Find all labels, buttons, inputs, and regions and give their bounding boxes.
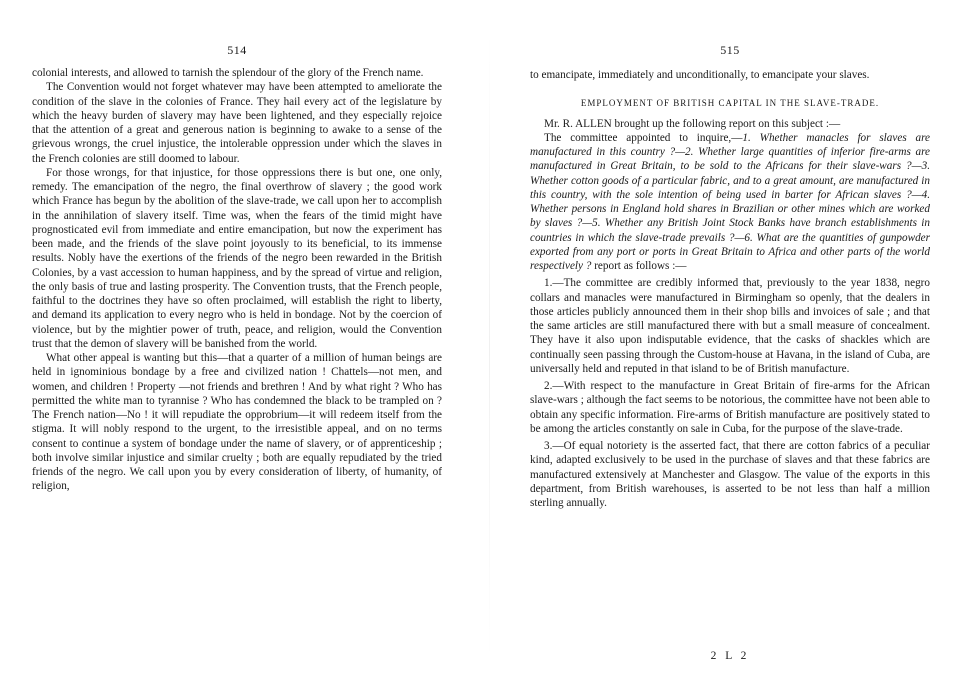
committee-questions [530, 131, 930, 274]
finding-2: 2.—With respect to the manufacture in Great Britain of fire-arms for the African slave-wars ; although the fact seems to be notorious, the committee have not been able to obtain any specific information. Fire-arms of British manufacture are positively stated to be among the articles constantly on sale in Cuba, for the purpose of the slave-trade. [530, 380, 930, 435]
page-number-right: 515 [720, 43, 740, 57]
paragraph-2: The Convention would not forget whatever may have been attempted to ameliorate the condition of the slave in the colonies of France. They hail every act of the legislature by which the heavy burden of slavery may have been lightened, and they especially rejoice that the attention of a great and generous nation is beginning to awake to a sense of the grievous wrongs, the cruel injustice, the intolerable oppression under which the slaves in the French colonies are still doomed to labour. [32, 81, 442, 165]
finding-3: 3.—Of equal notoriety is the asserted fact, that there are cotton fabrics of a peculiar kind, adapted exclusively to be used in the purchase of slaves and that these fabrics are manufactured extensively at Manchester and Glasgow. The value of the exports in this department, from British warehouses, is asserted to be not less than half a million sterling annually. [530, 440, 930, 509]
left-page [32, 0, 442, 692]
paragraph-3: For those wrongs, for that injustice, for those oppressions there is but one, one only, remedy. The emancipation of the negro, the final overthrow of slavery ; the good work which France has begun by the abolition of the slave-trade, we call upon her to accomplish in the annihilation of slavery itself. Time was, when the fears of the timid might have prognosticated evil from immediate and entire emancipation, but now the experiment has been made, and the friends of the slave point joyously to its beneficial, to its immense results. Nobly have the exertions of the friends of the negro been rewarded in the British Colonies, by a vast accession to human happiness, and by the spread of virtue and religion, the only basis of true and lasting prosperity. The Convention trusts, that the French people, faithful to the doctrines they have so often proclaimed, will establish the right to liberty, and demand its application to every negro who is held in bondage. Not by the coercion of violence, but by the mightier power of truth, peace, and religion, would the Convention trust that the demon of slavery will be banished from the world. [32, 166, 442, 350]
report-intro: Mr. R. ALLEN brought up the following report on this subject :— [544, 117, 841, 130]
paragraph-1: colonial interests, and allowed to tarnish the splendour of the glory of the French name. [32, 67, 424, 79]
report-tail: report as follows :— [591, 260, 687, 272]
signature-mark: 2 L 2 [710, 650, 750, 662]
gutter [489, 30, 490, 662]
finding-1: 1.—The committee are credibly informed that, previously to the year 1838, negro collars and manacles were manufactured in Birmingham so openly, that the dealers in those articles publicly announced them in their shop bills and invoices of sale ; and that the same articles are still manufactured there with but a small measure of concealment. They have it also upon indisputable evidence, that the casks of shackles which are continually seen passing through the Custom-house at Havana, in the island of Cuba, are universally held and reputed in that island to be of British manufacture. [530, 277, 930, 375]
page-number-left: 514 [227, 43, 247, 57]
section-heading: EMPLOYMENT OF BRITISH CAPITAL IN THE SLAVE-TRADE. [580, 98, 880, 109]
right-page-text [530, 68, 930, 510]
paragraph-4: What other appeal is wanting but this—that a quarter of a million of human beings are held in ignominious bondage by a free and civilized nation ! Chattels—not men, and women, and children ! Property —not friends and brethren ! And by what right ? Who has permitted the white man to tyrannise ? Who has condemned the black to be trampled on ? The French nation—No ! it will repudiate the opprobrium—it will redeem itself from the stigma. It will nobly respond to the urgent, to the irresistible appeal, and on no terms consent to continue a system of bondage under the name of slavery, or of apprenticeship ; both involve similar injustice and similar cruelty ; both are equally repudiated by the tried friends of the negro. We call upon you by every consideration of liberty, of humanity, of religion, [32, 352, 442, 493]
committee-lead: The committee appointed to inquire,— [544, 131, 743, 144]
questions-list: 1. Whether manacles for slaves are manufactured in this country ?—2. Whether large quantities of inferior fire-arms are manufactured in Great Britain, to be sold to the Africans for their slave-wars ?—3. Whether cotton goods of a particular fabric, and to a great amount, are manufactured in this country, with the sole intention of being used in barter for African slaves ?—4. Whether persons in England hold shares in Brazilian or other mines which are worked by slaves ?—5. Whether any British Joint Stock Banks have branch establishments in countries in which the slave-trade prevails ?—6. What are the quantities of gunpowder exported from any port or ports in Great Britain to Africa and other parts of the world respectively ? [530, 131, 930, 272]
right-page [530, 0, 930, 692]
opening-paragraph: to emancipate, immediately and unconditionally, to emancipate your slaves. [530, 69, 870, 81]
left-page-text [32, 66, 442, 494]
